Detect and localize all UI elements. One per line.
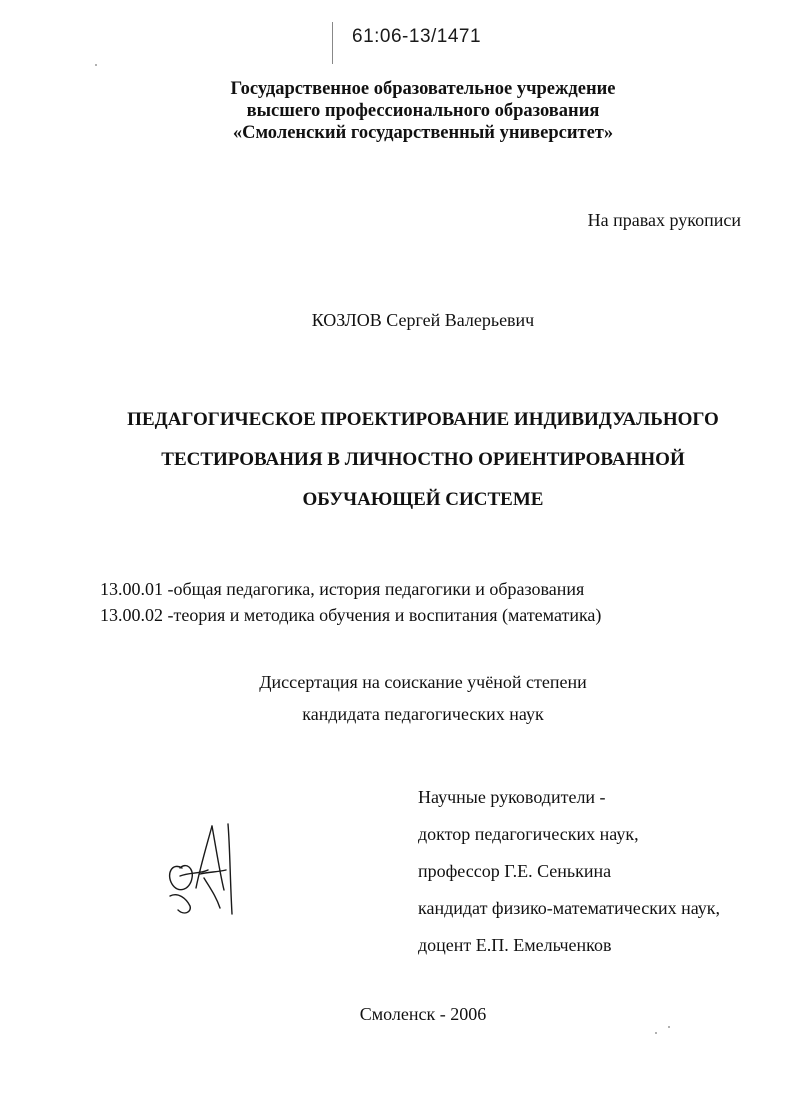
degree-line-2: кандидата педагогических наук xyxy=(302,704,544,724)
handwritten-signature xyxy=(160,818,240,918)
scan-speck xyxy=(668,1026,670,1028)
supervisor-line: кандидат физико-математических наук, xyxy=(418,898,721,918)
supervisor-line: профессор Г.Е. Сенькина xyxy=(418,861,612,881)
specialty-item: 13.00.01 -общая педагогика, история педагогики и образования xyxy=(100,579,585,599)
supervisor-line: доктор педагогических наук, xyxy=(418,824,639,844)
rights-note: На правах рукописи xyxy=(587,210,741,230)
institution-block xyxy=(0,78,793,144)
degree-line-1: Диссертация на соискание учёной степени xyxy=(259,672,587,692)
city-year: Смоленск - 2006 xyxy=(359,1004,487,1024)
institution-line-2: высшего профессионального образования xyxy=(246,101,600,121)
dissertation-title xyxy=(0,400,793,520)
stamp-divider xyxy=(332,22,333,64)
supervisor-line: доцент Е.П. Емельченков xyxy=(418,935,612,955)
author-name: КОЗЛОВ Сергей Валерьевич xyxy=(311,310,535,330)
title-line-3: ОБУЧАЮЩЕЙ СИСТЕМЕ xyxy=(302,489,544,510)
title-line-1: ПЕДАГОГИЧЕСКОЕ ПРОЕКТИРОВАНИЕ ИНДИВИДУАЛЬНОГО xyxy=(127,409,719,430)
supervisors-block xyxy=(418,779,720,964)
institution-line-3: «Смоленский государственный университет» xyxy=(232,123,614,143)
degree-statement xyxy=(0,666,793,730)
supervisors-heading: Научные руководители - xyxy=(418,787,606,807)
title-line-2: ТЕСТИРОВАНИЯ В ЛИЧНОСТНО ОРИЕНТИРОВАННОЙ xyxy=(161,449,685,470)
scan-speck xyxy=(95,64,97,66)
institution-line-1: Государственное образовательное учреждение xyxy=(230,79,616,99)
library-stamp-code: 61:06-13/1471 xyxy=(352,26,482,47)
specialties-list xyxy=(100,576,601,628)
specialty-item: 13.00.02 -теория и методика обучения и воспитания (математика) xyxy=(100,605,602,625)
scan-speck xyxy=(655,1032,657,1034)
